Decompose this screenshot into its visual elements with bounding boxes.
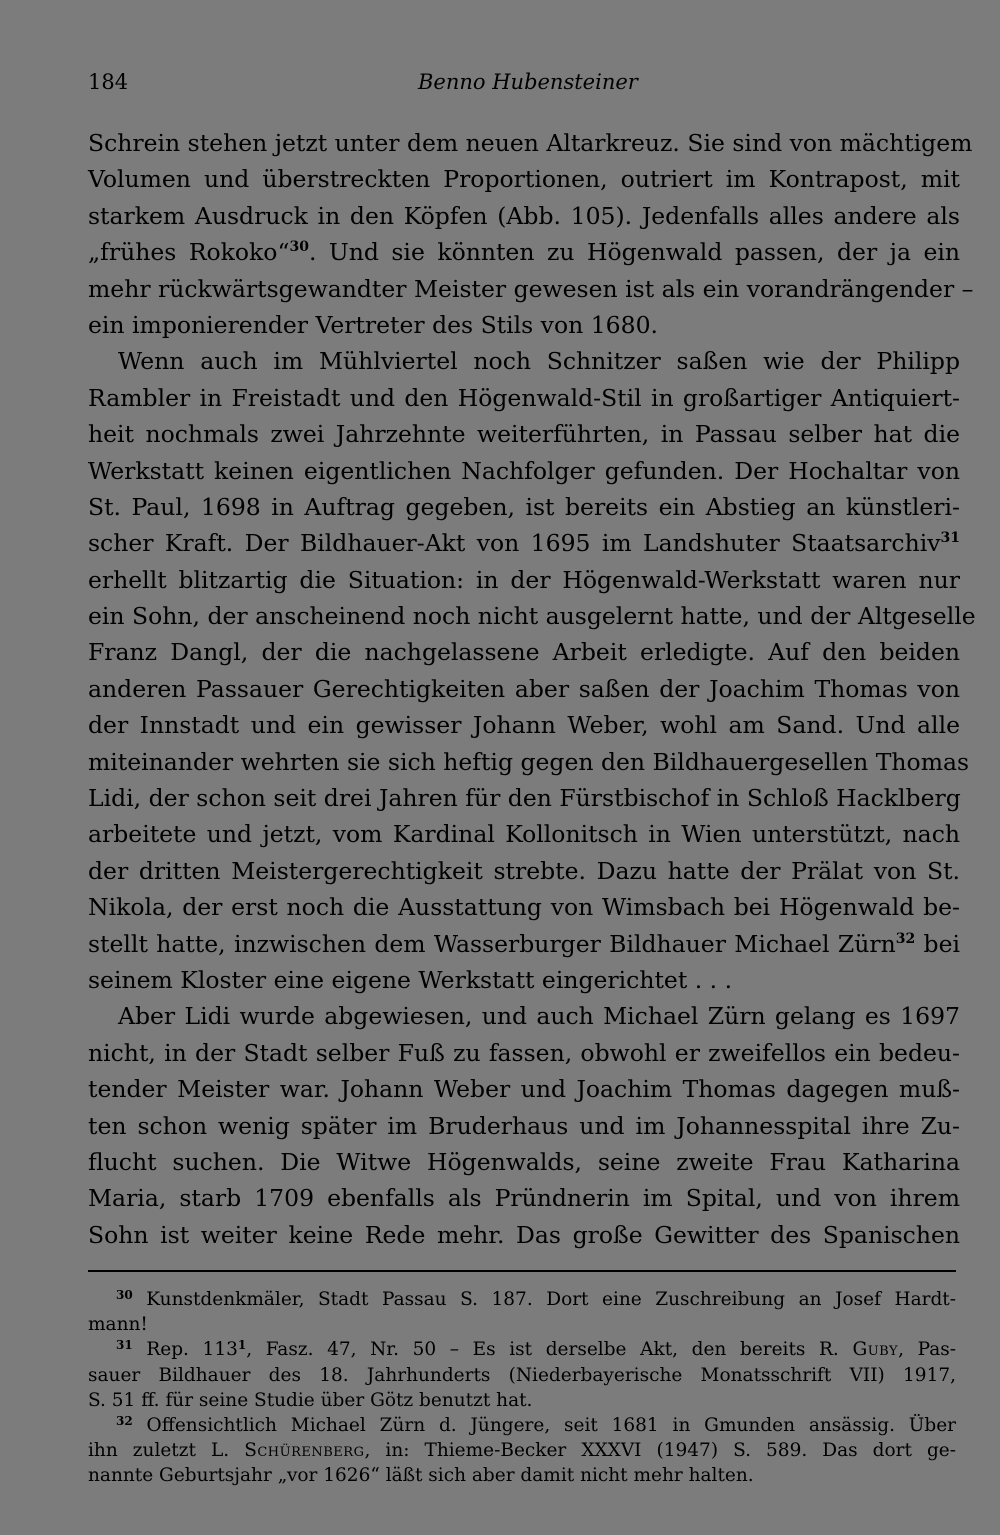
text-line: ten schon wenig später im Bruderhaus und im Johannesspital ihre Zu- [88,1111,960,1140]
text-line: der Innstadt und ein gewisser Johann Weber, wohl am Sand. Und alle [88,711,960,740]
text-line: Lidi, der schon seit drei Jahren für den Fürstbischof in Schloß Hacklberg [88,784,961,813]
text-line: seinem Kloster eine eigene Werkstatt eingerichtet . . . [88,965,733,994]
text-line: ein Sohn, der anscheinend noch nicht ausgelernt hatte, und der Altgeselle [88,602,976,631]
text-line: Volumen und überstreckten Proportionen, outriert im Kontrapost, mit [88,165,960,194]
text-line: der dritten Meistergerechtigkeit strebte. Dazu hatte der Prälat von St. [88,856,960,885]
page-number: 184 [88,70,129,94]
footnote-32: $^{32}$ Offensichtlich Michael Zürn d. Jüngere, seit 1681 in Gmunden ansässig. Über [116,1413,956,1436]
footnote-ref-32: 32 [895,930,916,947]
text-line: stellt hatte, inzwischen dem Wasserburger Bildhauer Michael Zürn$^{32}$ bei [88,929,961,958]
text-line: Sohn ist weiter keine Rede mehr. Das große Gewitter des Spanischen [88,1220,960,1249]
text-line: Nikola, der erst noch die Ausstattung von Wimsbach bei Högenwald be- [88,893,960,922]
text-line: Rambler in Freistadt und den Högenwald-Stil in großartiger Antiquiert- [88,383,960,412]
body-text [88,125,976,1253]
text-line: anderen Passauer Gerechtigkeiten aber saßen der Joachim Thomas von [88,674,960,703]
text-line: scher Kraft. Der Bildhauer-Akt von 1695 im Landshuter Staatsarchiv$^{31}$ [88,529,960,558]
text-line: Aber Lidi wurde abgewiesen, und auch Michael Zürn gelang es 1697 [118,1002,960,1031]
footnotes [88,1287,956,1489]
text-line: Franz Dangl, der die nachgelassene Arbeit erledigte. Auf den beiden [88,638,960,667]
footnote-ref-30: 30 [289,239,309,256]
footnote-mark: 31 [116,1338,133,1353]
text-line: Maria, starb 1709 ebenfalls als Pründnerin im Spital, und von ihrem [88,1184,960,1213]
text-line: tender Meister war. Johann Weber und Joachim Thomas dagegen muß- [88,1075,960,1104]
text-line: nicht, in der Stadt selber Fuß zu fassen, obwohl er zweifellos ein bedeu- [88,1038,960,1067]
text-line: starkem Ausdruck in den Köpfen (Abb. 105). Jedenfalls alles andere als [88,201,960,230]
footnote-31-cont: S. 51 ff. für seine Studie über Götz benutzt hat. [88,1389,533,1411]
footnote-30-cont: mann! [88,1314,148,1336]
running-title: Benno Hubensteiner [418,70,638,94]
footnote-ref-31: 31 [940,530,960,547]
text-line: erhellt blitzartig die Situation: in der Högenwald-Werkstatt waren nur [88,565,960,594]
text-line: Schrein stehen jetzt unter dem neuen Altarkreuz. Sie sind von mächtigem [88,129,973,157]
footnote-rule [88,1270,956,1272]
footnote-30: $^{30}$ Kunstdenkmäler, Stadt Passau S. 187. Dort eine Zuschreibung an Josef Hardt- [116,1288,956,1310]
text-line: miteinander wehrten sie sich heftig gegen den Bildhauergesellen Thomas [88,747,970,776]
running-head [88,70,958,100]
footnote-32-cont: ihn zuletzt L. Schürenberg, in: Thieme-Becker XXXVI (1947) S. 589. Das dort ge- [88,1440,956,1462]
footnote-mark: 32 [116,1413,133,1428]
text-line: arbeitete und jetzt, vom Kardinal Kollonitsch in Wien unterstützt, nach [88,820,960,849]
text-line: heit nochmals zwei Jahrzehnte weiterführten, in Passau selber hat die [88,420,960,449]
text-line: „frühes Rokoko“$^{30}$. Und sie könnten zu Högenwald passen, der ja ein [88,238,961,267]
footnote-mark: 30 [116,1288,133,1302]
text-line: mehr rückwärtsgewandter Meister gewesen ist als ein vorandrängender – [88,274,974,303]
text-line: St. Paul, 1698 in Auftrag gegeben, ist bereits ein Abstieg an künstleri- [88,492,960,521]
footnote-31-cont: sauer Bildhauer des 18. Jahrhunderts (Niederbayerische Monatsschrift VII) 1917, [88,1364,956,1386]
text-line: ein imponierender Vertreter des Stils von 1680. [88,310,658,339]
text-line: Wenn auch im Mühlviertel noch Schnitzer saßen wie der Philipp [118,347,960,376]
footnote-31: $^{31}$ Rep. 113$^1$, Fasz. 47, Nr. 50 – Es ist derselbe Akt, den bereits R. Guby, Pas- [116,1338,956,1361]
text-line: flucht suchen. Die Witwe Högenwalds, seine zweite Frau Katharina [88,1147,960,1176]
footnote-32-cont: nannte Geburtsjahr „vor 1626“ läßt sich aber damit nicht mehr halten. [88,1465,754,1487]
text-line: Werkstatt keinen eigentlichen Nachfolger gefunden. Der Hochaltar von [88,456,960,485]
